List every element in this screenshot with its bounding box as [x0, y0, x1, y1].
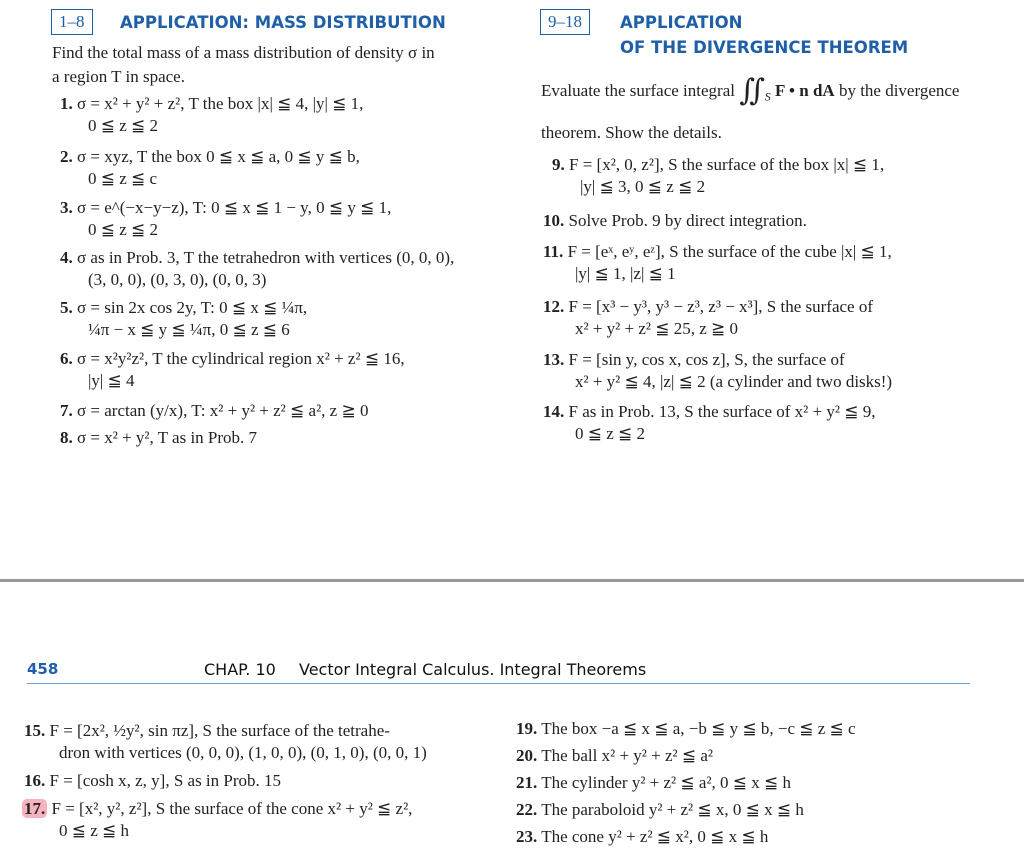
problem-22: [516, 799, 804, 821]
problem-number: 9.: [552, 155, 565, 174]
problem-11: [543, 241, 892, 285]
problem-text: F = [2x², ½y², sin πz], S the surface of the tetrahe-: [49, 721, 390, 740]
problem-text: F as in Prob. 13, S the surface of x² + y² ≦ 9,: [568, 402, 876, 421]
problem-5: [60, 297, 307, 341]
problem-text-cont: |y| ≦ 4: [88, 371, 135, 390]
problem-number: 14.: [543, 402, 565, 421]
problem-4: [60, 247, 454, 291]
problem-number: 2.: [60, 147, 73, 166]
problem-text: σ = arctan (y/x), T: x² + y² + z² ≦ a², z ≧ 0: [77, 401, 369, 420]
problem-text: F = [x², 0, z²], S the surface of the box |x| ≦ 1,: [569, 155, 885, 174]
problem-text: The cone y² + z² ≦ x², 0 ≦ x ≦ h: [541, 827, 769, 846]
intro-text-b: by the divergence: [838, 81, 960, 100]
footer-rule: [27, 683, 970, 684]
problem-number: 12.: [543, 297, 565, 316]
problem-text: σ = x² + y² + z², T the box |x| ≦ 4, |y| ≦ 1,: [77, 94, 364, 113]
integral-subscript: S: [764, 89, 771, 104]
section-label-9-18: 9–18: [540, 9, 590, 35]
problem-8: [60, 427, 257, 449]
problem-text: The cylinder y² + z² ≦ a², 0 ≦ x ≦ h: [541, 773, 792, 792]
problem-text: σ = sin 2x cos 2y, T: 0 ≦ x ≦ ¼π,: [77, 298, 308, 317]
section-heading-mass-distribution: APPLICATION: MASS DISTRIBUTION: [120, 13, 446, 32]
divergence-intro-line-2: theorem. Show the details.: [541, 123, 722, 142]
problem-10: [543, 210, 807, 232]
problem-number: 5.: [60, 298, 73, 317]
problem-number: 11.: [543, 242, 564, 261]
problem-text-cont: x² + y² + z² ≦ 25, z ≧ 0: [575, 319, 739, 338]
problem-number-highlighted: 17.: [24, 799, 46, 818]
page-number: 458: [27, 660, 59, 678]
problem-17: [22, 798, 412, 842]
intro-text-a: Evaluate the surface integral: [541, 81, 735, 100]
problem-number: 13.: [543, 350, 565, 369]
problem-number: 21.: [516, 773, 538, 792]
problem-3: [60, 197, 391, 241]
problem-text-cont: ¼π − x ≦ y ≦ ¼π, 0 ≦ z ≦ 6: [88, 320, 290, 339]
problem-text: σ = x²y²z², T the cylindrical region x² + z² ≦ 16,: [77, 349, 405, 368]
problem-number: 6.: [60, 349, 73, 368]
problem-text-cont: (3, 0, 0), (0, 3, 0), (0, 0, 3): [88, 270, 267, 289]
problem-1: [60, 93, 363, 137]
integrand: F • n dA: [775, 81, 835, 100]
section-heading-line-2: OF THE DIVERGENCE THEOREM: [620, 38, 909, 57]
problem-15: [24, 720, 427, 764]
section-label-1-8: 1–8: [51, 9, 93, 35]
problem-text-cont: |y| ≦ 1, |z| ≦ 1: [575, 264, 676, 283]
problem-number: 10.: [543, 211, 565, 230]
problem-text: The ball x² + y² + z² ≦ a²: [541, 746, 714, 765]
problem-number: 3.: [60, 198, 73, 217]
problem-text: F = [eˣ, eʸ, eᶻ], S the surface of the cube |x| ≦ 1,: [567, 242, 892, 261]
problem-text-cont: 0 ≦ z ≦ 2: [88, 116, 159, 135]
problem-text: σ = xyz, T the box 0 ≦ x ≦ a, 0 ≦ y ≦ b,: [77, 147, 360, 166]
problem-number: 4.: [60, 248, 73, 267]
problem-number: 15.: [24, 721, 46, 740]
intro-text-line-1: Find the total mass of a mass distribution of density σ in: [52, 43, 435, 62]
problem-text-cont: 0 ≦ z ≦ h: [59, 821, 130, 840]
problem-text: F = [cosh x, z, y], S as in Prob. 15: [49, 771, 282, 790]
problem-number: 8.: [60, 428, 73, 447]
problem-text: F = [x³ − y³, y³ − z³, z³ − x³], S the surface of: [568, 297, 874, 316]
problem-text-cont: 0 ≦ z ≦ 2: [575, 424, 646, 443]
problem-2: [60, 146, 360, 190]
problem-text: Solve Prob. 9 by direct integration.: [568, 211, 807, 230]
problem-text-cont: x² + y² ≦ 4, |z| ≦ 2 (a cylinder and two disks!): [575, 372, 893, 391]
double-integral-symbol: ∬: [739, 74, 765, 107]
problem-6: [60, 348, 405, 392]
problem-text: σ = e^(−x−y−z), T: 0 ≦ x ≦ 1 − y, 0 ≦ y ≦ 1,: [77, 198, 392, 217]
problem-7: [60, 400, 368, 422]
problem-text: The paraboloid y² + z² ≦ x, 0 ≦ x ≦ h: [541, 800, 804, 819]
problem-text-cont: 0 ≦ z ≦ 2: [88, 220, 159, 239]
problem-text: σ = x² + y², T as in Prob. 7: [77, 428, 258, 447]
problem-text-cont: 0 ≦ z ≦ c: [88, 169, 158, 188]
chapter-label: CHAP. 10: [204, 660, 276, 679]
problem-text-cont: |y| ≦ 3, 0 ≦ z ≦ 2: [580, 177, 706, 196]
problem-number: 23.: [516, 827, 538, 846]
problem-text: F = [sin y, cos x, cos z], S, the surface of: [568, 350, 845, 369]
problem-number: 1.: [60, 94, 73, 113]
problem-19: [516, 718, 856, 740]
problem-text-cont: dron with vertices (0, 0, 0), (1, 0, 0), (0, 1, 0), (0, 0, 1): [59, 743, 427, 762]
problem-text: σ as in Prob. 3, T the tetrahedron with vertices (0, 0, 0),: [77, 248, 455, 267]
problem-16: [24, 770, 281, 792]
problem-14: [543, 401, 875, 445]
problem-13: [543, 349, 892, 393]
problem-number: 19.: [516, 719, 538, 738]
problem-number: 7.: [60, 401, 73, 420]
section-heading-line-1: APPLICATION: [620, 13, 743, 32]
problem-text: F = [x², y², z²], S the surface of the cone x² + y² ≦ z²,: [51, 799, 413, 818]
problem-text: The box −a ≦ x ≦ a, −b ≦ y ≦ b, −c ≦ z ≦ c: [541, 719, 856, 738]
problem-number: 20.: [516, 746, 538, 765]
divergence-intro-line-1: [541, 76, 959, 107]
problem-number: 16.: [24, 771, 46, 790]
chapter-title: Vector Integral Calculus. Integral Theorems: [299, 660, 647, 679]
intro-text-line-2: a region T in space.: [52, 67, 185, 86]
problem-20: [516, 745, 713, 767]
problem-23: [516, 826, 768, 848]
problem-9: [552, 154, 884, 198]
problem-12: [543, 296, 873, 340]
problem-number: 22.: [516, 800, 538, 819]
page-divider: [0, 579, 1024, 582]
problem-21: [516, 772, 791, 794]
